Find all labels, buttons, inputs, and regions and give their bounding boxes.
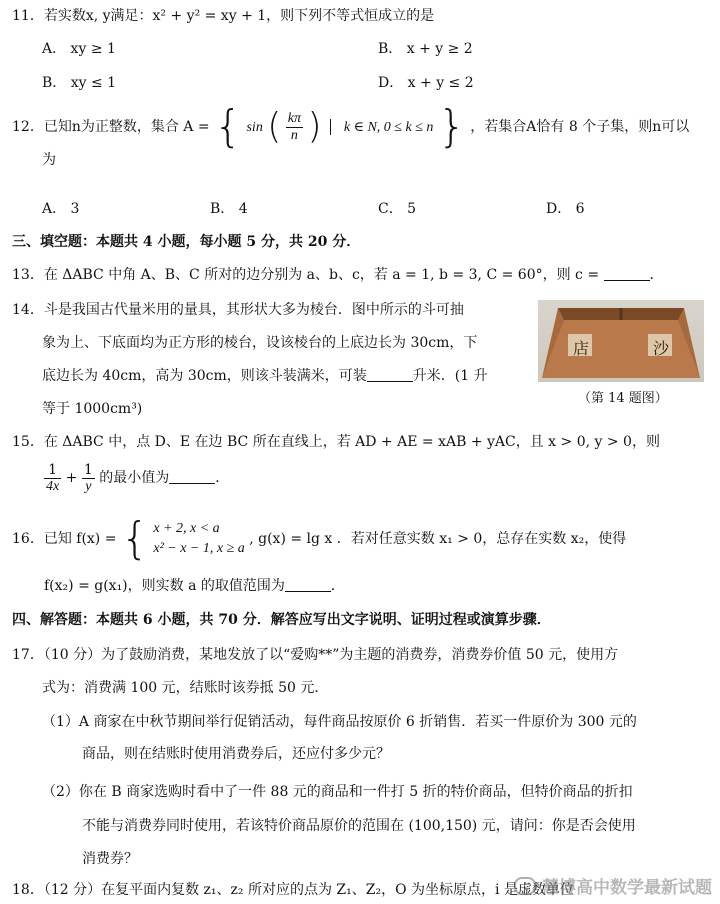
section-3-heading: 三、填空题：本题共 4 小题，每小题 5 分，共 20 分．: [12, 234, 361, 250]
photo-char-2: 沙: [653, 339, 670, 358]
q17-part2-line1: （2）你在 B 商家选购时看中了一件 88 元的商品和一件打 5 折的特价商品，但特价商品的折扣: [42, 784, 633, 800]
dou-measure-photo: [538, 300, 704, 382]
q11-option-c: B． xy ≤ 1: [42, 75, 117, 91]
q14-line4: 等于 1000cm³): [42, 401, 143, 417]
q11-option-b: B． x + y ≥ 2: [378, 41, 473, 57]
q17-line1: 17．（10 分）为了鼓励消费，某地发放了以“爱购**”为主题的消费券，消费券价值 50 元，使用方: [12, 647, 619, 663]
q12-line2: 为: [42, 152, 56, 168]
q13-answer-blank: [604, 266, 650, 281]
q11-stem: 11．若实数x, y满足：x² + y² = xy + 1，则下列不等式恒成立的是: [12, 8, 435, 24]
watermark: 慧博高中数学最新试题: [514, 873, 712, 898]
q14-line2: 象为上、下底面均为正方形的棱台，设该棱台的上底边长为 30cm，下: [42, 335, 478, 351]
q12-suffix: ，若集合A恰有 8 个子集，则n可以: [470, 119, 690, 135]
q12-stem: 12．已知n为正整数，集合 A = { sin ( $\frac{k\pi}{n}$ ) k ∈ N, 0 ≤ k ≤ n } ，若集合A恰有 8 个子集，则n可以: [12, 101, 690, 152]
q16-line2: f(x₂) = g(x₁)，则实数 a 的取值范围为 ．: [44, 578, 345, 594]
q16-answer-blank: [285, 577, 331, 592]
q12-fraction: $\frac{k\pi}{n}$: [287, 110, 302, 143]
q16-piecewise: x + 2, x < a x² − x − 1, x ≥ a: [153, 521, 245, 556]
q12-option-a: A． 3: [42, 201, 80, 217]
q15-fraction-1: $\frac{1}{4x}$: [46, 461, 60, 494]
q11-option-a: A． xy ≥ 1: [42, 41, 116, 57]
q12-option-b: B． 4: [210, 201, 248, 217]
section-4-heading: 四、解答题：本题共 6 小题，共 70 分．解答应写出文字说明、证明过程或演算步骤．: [12, 612, 551, 628]
q17-part2-line3: 消费券？: [82, 851, 138, 867]
q12-condition: k ∈ N, 0 ≤ k ≤ n: [343, 120, 434, 135]
q14-line3: 底边长为 40cm，高为 30cm，则该斗装满米，可装 升米．(1 升: [42, 368, 488, 384]
q14-line1: 14．斗是我国古代量米用的量具，其形状大多为棱台．图中所示的斗可抽: [12, 302, 464, 318]
q17-line2: 式为：消费满 100 元，结账时该券抵 50 元．: [42, 680, 329, 696]
q12-option-d: D． 6: [546, 201, 585, 217]
q13: 13．在 ΔABC 中角 A、B、C 所对的边分别为 a、b、c，若 a = 1, b = 3, C = 60°，则 c = ．: [12, 267, 664, 283]
q18-line1: 18．（12 分）在复平面内复数 z₁、z₂ 所对应的点为 Z₁、Z₂，O 为坐标原点，i 是虚数单位: [12, 882, 574, 898]
q17-part1-line1: （1）A 商家在中秋节期间举行促销活动，每件商品按原价 6 折销售．若买一件原价为 300 元的: [42, 714, 637, 730]
photo-char-1: 店: [573, 339, 590, 358]
wechat-icon: [514, 877, 536, 895]
q12-prefix: 12．已知n为正整数，集合 A =: [12, 119, 210, 135]
q17-part2-line2: 不能与消费券同时使用，若该特价商品原价的范围在 (100,150) 元，请问：你是否会使用: [82, 818, 636, 834]
q15-line1: 15．在 ΔABC 中，点 D、E 在边 BC 所在直线上，若 AD + AE = xAB + yAC，且 x > 0, y > 0，则: [12, 434, 660, 450]
q14-answer-blank: [367, 367, 413, 382]
q16-line1: 16．已知 f(x) = { x + 2, x < a x² − x − 1, x ≥ a , g(x) = lg x ．若对任意实数 x₁ > 0，总存在实数 x₂，使得: [12, 513, 627, 564]
q12-sin: sin: [246, 120, 263, 135]
q12-option-c: C． 5: [378, 201, 417, 217]
q17-part1-line2: 商品，则在结账时使用消费券后，还应付多少元？: [82, 746, 390, 762]
q11-option-d: D． x + y ≤ 2: [378, 75, 474, 91]
q14-figure-caption: （第 14 题图）: [578, 391, 668, 406]
q15-line2: $\frac{1}{4x}$ + $\frac{1}{y}$ 的最小值为 ．: [46, 461, 230, 494]
q15-fraction-2: $\frac{1}{y}$: [83, 461, 93, 494]
q15-answer-blank: [169, 469, 215, 484]
